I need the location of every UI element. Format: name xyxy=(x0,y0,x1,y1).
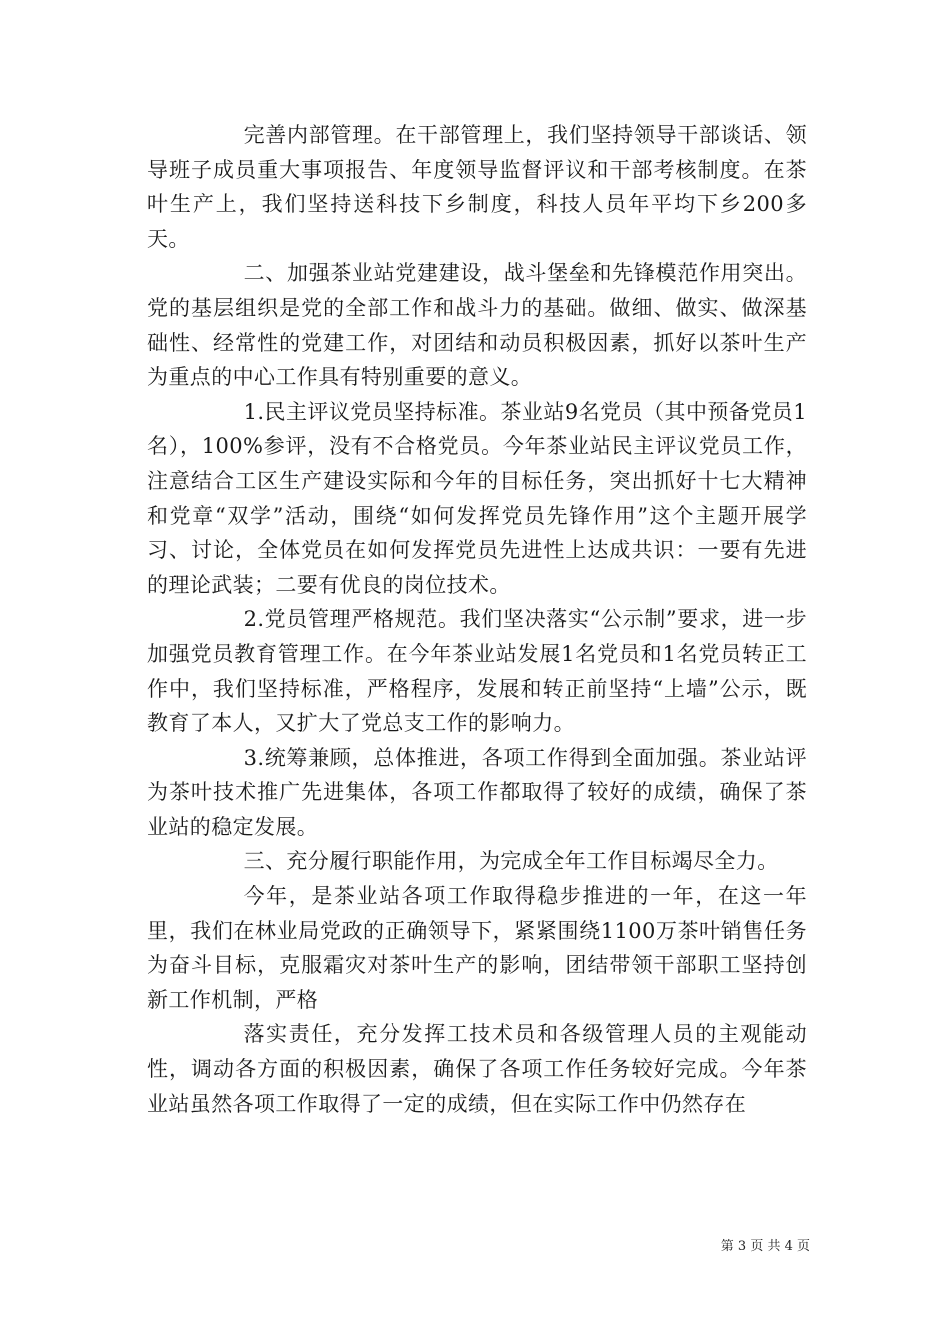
paragraph-annual-summary: 今年，是茶业站各项工作取得稳步推进的一年，在这一年里，我们在林业局党政的正确领导下，紧紧围绕1100万茶叶销售任务为奋斗目标，克服霜灾对茶叶生产的影响，团结带领干部职工坚持创新工作机制，严格 xyxy=(147,884,807,1012)
paragraph-item-1-democratic-review: 1.民主评议党员坚持标准。茶业站9名党员（其中预备党员1名），100%参评，没有不合格党员。今年茶业站民主评议党员工作，注意结合工区生产建设实际和今年的目标任务，突出抓好十七大精神和党章“双学”活动，围绕“如何发挥党员先锋作用”这个主题开展学习、讨论，全体党员在如何发挥党员先进性上达成共识：一要有先进的理论武装；二要有优良的岗位技术。 xyxy=(147,399,807,597)
page-number-footer: 第 3 页 共 4 页 xyxy=(720,1239,810,1254)
paragraph-item-3-overall-progress: 3.统筹兼顾，总体推进，各项工作得到全面加强。茶业站评为茶叶技术推广先进集体，各项工作都取得了较好的成绩，确保了茶业站的稳定发展。 xyxy=(147,745,807,839)
paragraph-item-2-member-management: 2.党员管理严格规范。我们坚决落实“公示制”要求，进一步加强党员教育管理工作。在今年茶业站发展1名党员和1名党员转正工作中，我们坚持标准，严格程序，发展和转正前坚持“上墙”公示，既教育了本人，又扩大了党总支工作的影响力。 xyxy=(147,607,807,736)
paragraph-implementation: 落实责任，充分发挥工技术员和各级管理人员的主观能动性，调动各方面的积极因素，确保了各项工作任务较好完成。今年茶业站虽然各项工作取得了一定的成绩，但在实际工作中仍然存在 xyxy=(147,1022,807,1116)
paragraph-section-three-heading: 三、充分履行职能作用，为完成全年工作目标竭尽全力。 xyxy=(243,849,779,874)
document-body xyxy=(147,118,807,1121)
paragraph-section-two-heading: 二、加强茶业站党建建设，战斗堡垒和先锋模范作用突出。党的基层组织是党的全部工作和战斗力的基础。做细、做实、做深基础性、经常性的党建工作，对团结和动员积极因素，抓好以茶叶生产为重点的中心工作具有特别重要的意义。 xyxy=(147,261,807,390)
paragraph-internal-management: 完善内部管理。在干部管理上，我们坚持领导干部谈话、领导班子成员重大事项报告、年度领导监督评议和干部考核制度。在茶叶生产上，我们坚持送科技下乡制度，科技人员年平均下乡200多天。 xyxy=(147,123,807,251)
